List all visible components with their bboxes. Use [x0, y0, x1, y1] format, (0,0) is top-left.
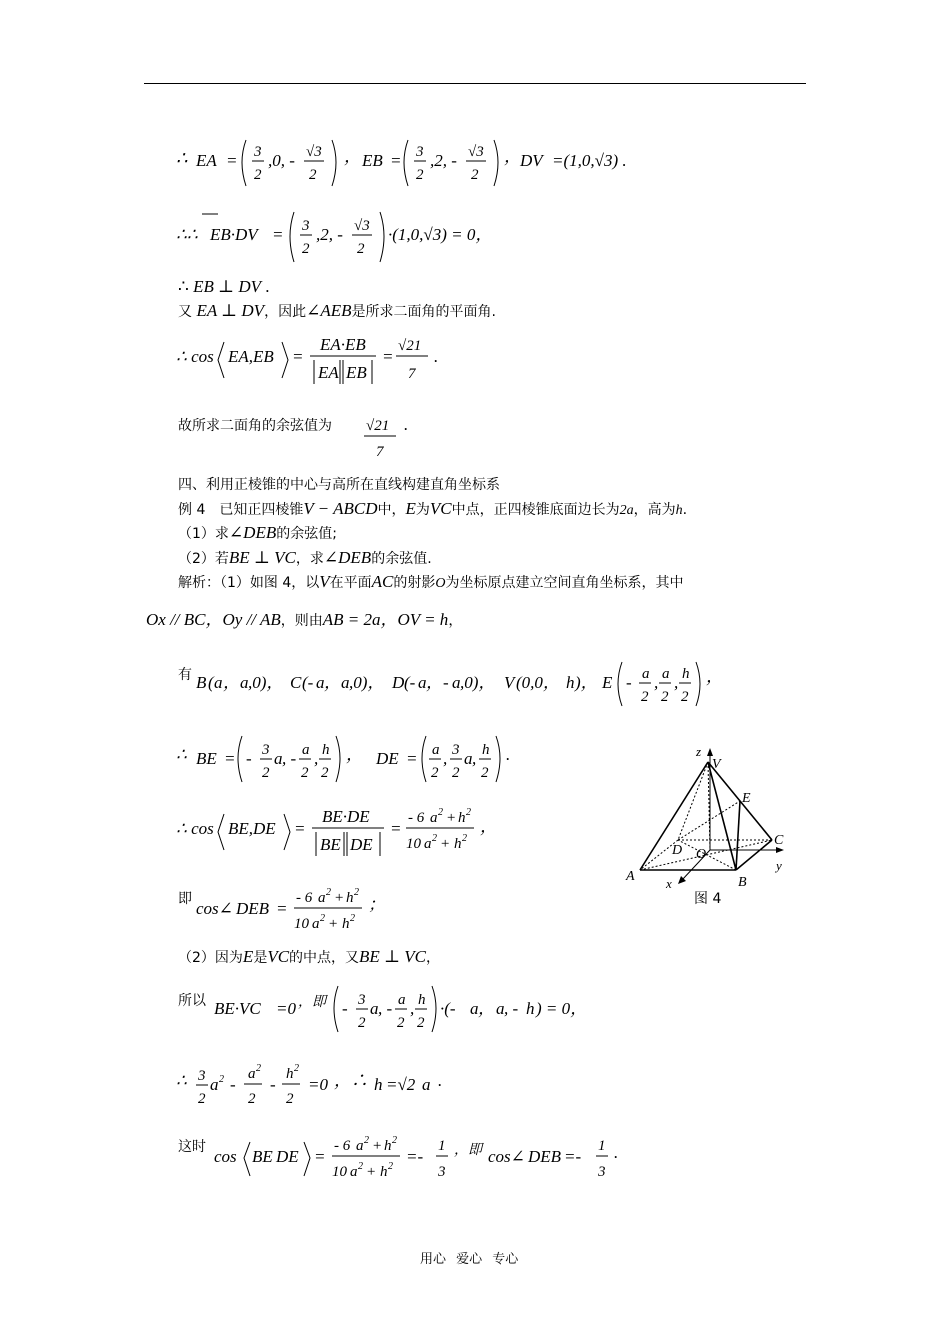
svg-text:BE·VC: BE·VC	[214, 999, 261, 1018]
ex4-text-i: ，高为	[633, 502, 676, 518]
label-c: C	[774, 833, 784, 848]
svg-text:DE: DE	[376, 749, 399, 768]
s7-text-e: 的中点，又	[289, 950, 360, 966]
svg-text:，: ，	[344, 147, 361, 166]
s1-text-g: 为坐标原点建立空间直角坐标系，其中	[445, 575, 684, 591]
svg-text:a: a	[350, 1164, 358, 1180]
svg-text:7: 7	[376, 444, 384, 460]
svg-text:，即: ，即	[454, 1143, 482, 1158]
svg-text:EA·EB: EA·EB	[320, 335, 366, 354]
svg-text:2: 2	[256, 1063, 261, 1074]
solution-part-2	[178, 946, 440, 969]
svg-text:，即: ，即	[298, 995, 326, 1010]
svg-text:,: ,	[443, 749, 448, 768]
svg-text:，: ，	[223, 673, 240, 692]
svg-text:(-: (-	[302, 673, 314, 692]
page-footer: 用心 爱心 专心	[420, 1252, 519, 1267]
svg-text:+: +	[440, 836, 451, 852]
svg-text:=: =	[390, 151, 402, 170]
ex4-text-e: 为	[415, 502, 430, 518]
svg-text:h: h	[322, 742, 330, 758]
eq-ea-eb-dv	[176, 132, 646, 192]
para-dihedral	[178, 300, 496, 323]
svg-text:V: V	[504, 673, 515, 692]
svg-text:-: -	[342, 999, 348, 1018]
s7-text-c: 是	[253, 950, 268, 966]
svg-text:2: 2	[286, 1091, 294, 1107]
svg-text:h: h	[454, 836, 462, 852]
svg-text:，: ，	[346, 745, 363, 764]
label-o: O	[696, 847, 707, 862]
svg-text:3: 3	[358, 992, 366, 1008]
svg-text:BE·DE: BE·DE	[322, 807, 370, 826]
svg-text:2: 2	[681, 689, 689, 705]
svg-text:=: =	[406, 749, 418, 768]
svg-text:-: -	[270, 1075, 276, 1094]
svg-text:+: +	[446, 810, 457, 826]
svg-text:DV: DV	[520, 151, 543, 170]
svg-text:DE: DE	[276, 1147, 299, 1166]
label-e: E	[742, 791, 751, 806]
svg-text:10: 10	[294, 916, 309, 932]
svg-text:=: =	[390, 819, 402, 838]
eq-eb-dot-dv	[176, 206, 516, 266]
svg-text:DEB: DEB	[528, 1147, 562, 1166]
svg-text:a: a	[318, 890, 326, 906]
frac-sqrt21-7	[362, 410, 418, 462]
svg-text:1: 1	[598, 1138, 606, 1154]
svg-text:a: a	[356, 1138, 364, 1154]
svg-text:·(-: ·(-	[440, 999, 456, 1018]
svg-text:.: .	[506, 745, 511, 764]
svg-text:-: -	[230, 1075, 236, 1094]
svg-text:B: B	[196, 673, 207, 692]
svg-text:2: 2	[661, 689, 669, 705]
svg-text:, -: , -	[504, 999, 519, 1018]
svg-text:√21: √21	[366, 418, 390, 434]
svg-text:2: 2	[309, 167, 317, 183]
svg-text:EB·DV: EB·DV	[210, 225, 258, 244]
text-dihedral-angle: 是所求二面角的平面角.	[351, 304, 496, 320]
eq-solve-h	[176, 1056, 476, 1112]
svg-text:2: 2	[294, 1063, 299, 1074]
question-2	[178, 547, 432, 570]
ex4-math-pyramid: V − ABCD	[303, 499, 378, 518]
svg-text:a: a	[341, 673, 350, 692]
svg-text:h: h	[374, 1075, 383, 1094]
svg-text:(: (	[208, 673, 214, 692]
q2-math-angle: ∠DEB	[323, 548, 372, 567]
svg-text:a: a	[662, 666, 670, 682]
eq-cos-be-de	[176, 802, 506, 864]
text-yinci: ，因此	[264, 304, 307, 320]
s7-math-e: E	[242, 947, 254, 966]
label-z: z	[696, 744, 702, 759]
svg-text:2: 2	[262, 765, 270, 781]
svg-text:=√2: =√2	[386, 1075, 416, 1094]
svg-text:cos∠: cos∠	[488, 1147, 525, 1166]
eq-be-de	[176, 730, 536, 786]
s7-math-vc: VC	[267, 947, 290, 966]
math-ea-perp-dv: EA ⊥ DV	[196, 301, 265, 320]
svg-text:2: 2	[254, 167, 262, 183]
svg-text:h: h	[418, 992, 426, 1008]
svg-text:∴ cos: ∴ cos	[176, 819, 214, 838]
svg-text:+: +	[372, 1138, 383, 1154]
svg-text:2: 2	[320, 913, 325, 924]
svg-text:2: 2	[466, 807, 471, 818]
svg-text:2: 2	[364, 1135, 369, 1146]
svg-text:a: a	[302, 742, 310, 758]
svg-text:3: 3	[438, 1164, 446, 1180]
svg-text:a: a	[422, 1075, 431, 1094]
svg-text:∴∴: ∴∴	[176, 225, 198, 244]
s1-math-ac: AC	[371, 572, 394, 591]
svg-text:2: 2	[481, 765, 489, 781]
svg-text:.: .	[614, 1143, 619, 1162]
svg-text:2: 2	[471, 167, 479, 183]
svg-text:h: h	[526, 999, 535, 1018]
svg-text:h: h	[482, 742, 490, 758]
svg-text:2: 2	[397, 1015, 405, 1031]
svg-text:2: 2	[302, 241, 310, 257]
svg-text:3: 3	[416, 144, 424, 160]
s2-math-ab-ov: AB = 2a，OV = h	[322, 610, 449, 629]
svg-text:a: a	[452, 673, 461, 692]
diag-bd	[678, 840, 736, 870]
s1-text-e: 的射影	[393, 575, 436, 591]
label-d: D	[672, 843, 683, 858]
svg-text:a: a	[312, 916, 320, 932]
svg-text:a: a	[370, 999, 379, 1018]
svg-text:a: a	[240, 673, 249, 692]
s1-math-o: O	[435, 576, 446, 591]
ex4-math-e: E	[405, 499, 416, 518]
svg-text:(0,0，: (0,0，	[516, 673, 560, 692]
svg-text:,: ,	[674, 673, 679, 692]
svg-text:2: 2	[432, 833, 437, 844]
svg-text:a: a	[496, 999, 505, 1018]
label-b: B	[738, 875, 747, 890]
label-v: V	[712, 757, 721, 772]
svg-text:3: 3	[262, 742, 270, 758]
svg-text:3: 3	[452, 742, 460, 758]
eq-eb-perp-dv: ∴ EB ⊥ DV .	[178, 277, 270, 296]
svg-text:√3: √3	[468, 144, 484, 160]
svg-text:√21: √21	[398, 338, 422, 354]
svg-text:.: .	[434, 347, 439, 366]
svg-text:, -: , -	[282, 749, 297, 768]
svg-text:=(1,0,√3) .: =(1,0,√3) .	[552, 151, 627, 170]
svg-text:h: h	[342, 916, 350, 932]
svg-text:，: ，	[324, 673, 341, 692]
svg-text:10: 10	[406, 836, 421, 852]
eq-points	[196, 656, 726, 712]
s7-text-a: （2）因为	[178, 950, 243, 966]
text-you: 又	[178, 304, 197, 320]
svg-text:EB: EB	[362, 151, 383, 170]
svg-text:- 6: - 6	[296, 890, 313, 906]
svg-text:,2, -: ,2, -	[316, 225, 343, 244]
svg-text:a: a	[424, 836, 432, 852]
text-answer: 故所求二面角的余弦值为	[178, 418, 332, 434]
svg-text:,0, -: ,0, -	[268, 151, 295, 170]
svg-text:-: -	[626, 673, 632, 692]
svg-text:a: a	[470, 999, 479, 1018]
svg-text:=: =	[294, 819, 306, 838]
label-x: x	[666, 876, 672, 891]
svg-text:=0: =0	[276, 999, 296, 1018]
q1-text-a: （1）求	[178, 526, 229, 542]
z-arrow	[707, 748, 713, 756]
s1-math-v: V	[319, 572, 330, 591]
svg-text:,2, -: ,2, -	[430, 151, 457, 170]
svg-text:2: 2	[321, 765, 329, 781]
svg-text:，-: ，-	[426, 673, 449, 692]
svg-text:a: a	[398, 992, 406, 1008]
s2-text-b: ，则由	[280, 613, 323, 629]
solution-line-1	[178, 571, 684, 595]
svg-text:√3: √3	[306, 144, 322, 160]
s3-text-you: 有	[178, 667, 192, 683]
s1-text-c: 在平面	[329, 575, 372, 591]
svg-text:h: h	[566, 673, 575, 692]
s6-text-ji: 即	[178, 891, 192, 907]
header-rule	[144, 83, 806, 84]
svg-text:,: ,	[654, 673, 659, 692]
eq-be-dot-vc	[214, 980, 594, 1036]
svg-text:+: +	[366, 1164, 377, 1180]
svg-text:=: =	[276, 899, 288, 918]
svg-text:EA,EB: EA,EB	[228, 347, 274, 366]
svg-text:=: =	[314, 1147, 326, 1166]
svg-text:h: h	[384, 1138, 392, 1154]
svg-text:3: 3	[598, 1164, 606, 1180]
q2-text-e: 的余弦值.	[371, 551, 432, 567]
svg-text:BE: BE	[196, 749, 217, 768]
svg-text:=: =	[272, 225, 284, 244]
svg-text:10: 10	[332, 1164, 347, 1180]
seg-be	[736, 801, 740, 870]
ex4-text-g: 中点，正四棱锥底面边长为	[451, 502, 620, 518]
svg-text:h: h	[458, 810, 466, 826]
svg-text:2: 2	[431, 765, 439, 781]
figure-pyramid	[620, 742, 800, 910]
svg-text:.: .	[438, 1071, 443, 1090]
question-1	[178, 522, 337, 545]
svg-text:2: 2	[641, 689, 649, 705]
svg-text:2: 2	[388, 1161, 393, 1172]
para-answer-cos	[178, 414, 332, 437]
svg-text:EA: EA	[318, 363, 339, 382]
svg-text:+: +	[328, 916, 339, 932]
svg-text:3: 3	[198, 1068, 206, 1084]
svg-text:3: 3	[302, 218, 310, 234]
solution-line-2	[146, 609, 462, 632]
svg-text:a: a	[210, 1075, 219, 1094]
svg-text:·(1,0,√3) = 0，: ·(1,0,√3) = 0，	[388, 225, 493, 244]
ex4-math-2a: 2a	[619, 503, 634, 518]
svg-text:2: 2	[392, 1135, 397, 1146]
svg-text:，∴: ，∴	[334, 1071, 368, 1090]
svg-text:C: C	[290, 673, 302, 692]
svg-text:DE: DE	[350, 835, 373, 854]
svg-text:h: h	[286, 1066, 294, 1082]
svg-text:BE: BE	[252, 1147, 273, 1166]
svg-text:cos: cos	[214, 1147, 237, 1166]
svg-text:2: 2	[358, 1161, 363, 1172]
svg-text:, -: , -	[378, 999, 393, 1018]
math-angle-aeb: ∠AEB	[306, 301, 352, 320]
svg-text:2: 2	[354, 887, 359, 898]
svg-text:,: ,	[314, 749, 319, 768]
s7-math-perp: BE ⊥ VC	[359, 947, 427, 966]
svg-text:a: a	[316, 673, 325, 692]
q1-math-angle: ∠DEB	[228, 523, 277, 542]
svg-text:2: 2	[416, 167, 424, 183]
q2-text-a: （2）若	[178, 551, 229, 567]
svg-text:a: a	[418, 673, 427, 692]
svg-text:=: =	[226, 151, 238, 170]
svg-text:，: ，	[504, 147, 521, 166]
svg-text:h: h	[682, 666, 690, 682]
s2-math-parallel: Ox // BC，Oy // AB	[146, 610, 281, 629]
eq-cos-deb	[196, 880, 396, 936]
eq-cos-ea-eb	[176, 330, 456, 392]
svg-text:a: a	[642, 666, 650, 682]
svg-text:2: 2	[326, 887, 331, 898]
svg-text:=: =	[224, 749, 236, 768]
ex4-math-vc: VC	[429, 499, 452, 518]
s1-text-a: 解析：（1）如图 4，以	[178, 575, 320, 591]
svg-text:2: 2	[301, 765, 309, 781]
s10-text-zheshi: 这时	[178, 1139, 206, 1155]
ex4-text-k: .	[682, 502, 688, 518]
svg-text:；: ；	[368, 895, 385, 914]
svg-text:，: ，	[478, 999, 495, 1018]
svg-text:h: h	[346, 890, 354, 906]
svg-text:) = 0，: ) = 0，	[536, 999, 588, 1018]
svg-text:2: 2	[462, 833, 467, 844]
svg-text:E: E	[602, 673, 613, 692]
s2-text-d: ，	[448, 613, 463, 629]
svg-text:BE,DE: BE,DE	[228, 819, 276, 838]
svg-text:,: ,	[472, 749, 477, 768]
svg-text:,0)，: ,0)，	[349, 673, 385, 692]
svg-text:h: h	[380, 1164, 388, 1180]
svg-text:√3: √3	[354, 218, 370, 234]
svg-text:2: 2	[452, 765, 460, 781]
section-heading-4: 四、利用正棱锥的中心与高所在直线构建直角坐标系	[178, 477, 500, 493]
svg-text:D: D	[392, 673, 405, 692]
svg-text:,0)，: ,0)，	[248, 673, 284, 692]
svg-text:)，: )，	[575, 673, 598, 692]
svg-text:，: ，	[480, 817, 497, 836]
q2-math-perp: BE ⊥ VC	[228, 548, 296, 567]
label-y: y	[776, 858, 782, 873]
svg-text:=: =	[292, 347, 304, 366]
svg-text:∴: ∴	[176, 1071, 187, 1090]
svg-text:∴: ∴	[176, 745, 187, 764]
ex4-text-c: 中，	[377, 502, 406, 518]
svg-text:2: 2	[417, 1015, 425, 1031]
svg-text:，: ，	[706, 667, 723, 686]
svg-text:a: a	[214, 673, 223, 692]
svg-text:a: a	[432, 742, 440, 758]
eq-final	[214, 1128, 634, 1186]
svg-text:2: 2	[219, 1074, 224, 1085]
svg-text:EA: EA	[196, 151, 217, 170]
svg-text:∴ cos: ∴ cos	[176, 347, 214, 366]
svg-text:a: a	[248, 1066, 256, 1082]
svg-text:,0)，: ,0)，	[460, 673, 496, 692]
svg-text:BE: BE	[320, 835, 341, 854]
svg-text:=-: =-	[406, 1147, 424, 1166]
svg-text:a: a	[430, 810, 438, 826]
label-a: A	[626, 869, 635, 884]
svg-text:=: =	[382, 347, 394, 366]
svg-text:2: 2	[248, 1091, 256, 1107]
s7-text-g: ，	[426, 950, 441, 966]
svg-text:=0: =0	[308, 1075, 328, 1094]
svg-text:2: 2	[358, 1015, 366, 1031]
svg-text:2: 2	[357, 241, 365, 257]
svg-text:-: -	[246, 749, 252, 768]
svg-text:7: 7	[408, 366, 416, 382]
figure-caption: 图 4	[694, 891, 722, 907]
svg-text:DEB: DEB	[236, 899, 270, 918]
svg-text:cos∠: cos∠	[196, 899, 233, 918]
svg-text:EB: EB	[346, 363, 367, 382]
svg-text:2: 2	[350, 913, 355, 924]
ex4-text-a: 例 4 已知正四棱锥	[178, 502, 304, 518]
svg-text:.: .	[404, 415, 409, 434]
svg-text:+: +	[334, 890, 345, 906]
svg-text:- 6: - 6	[408, 810, 425, 826]
svg-text:2: 2	[438, 807, 443, 818]
svg-text:1: 1	[438, 1138, 446, 1154]
svg-text:- 6: - 6	[334, 1138, 351, 1154]
svg-text:=-: =-	[564, 1147, 582, 1166]
svg-text:3: 3	[254, 144, 262, 160]
svg-text:(-: (-	[404, 673, 416, 692]
example-4	[178, 498, 687, 522]
svg-text:,: ,	[410, 999, 415, 1018]
svg-text:2: 2	[198, 1091, 206, 1107]
ex4-math-h: h	[675, 503, 683, 518]
svg-text:a: a	[274, 749, 283, 768]
s8-text-suoyi: 所以	[178, 993, 206, 1009]
svg-text:∴: ∴	[176, 148, 188, 168]
q1-text-c: 的余弦值;	[276, 526, 337, 542]
q2-text-c: ，求	[295, 551, 324, 567]
svg-text:a: a	[464, 749, 473, 768]
